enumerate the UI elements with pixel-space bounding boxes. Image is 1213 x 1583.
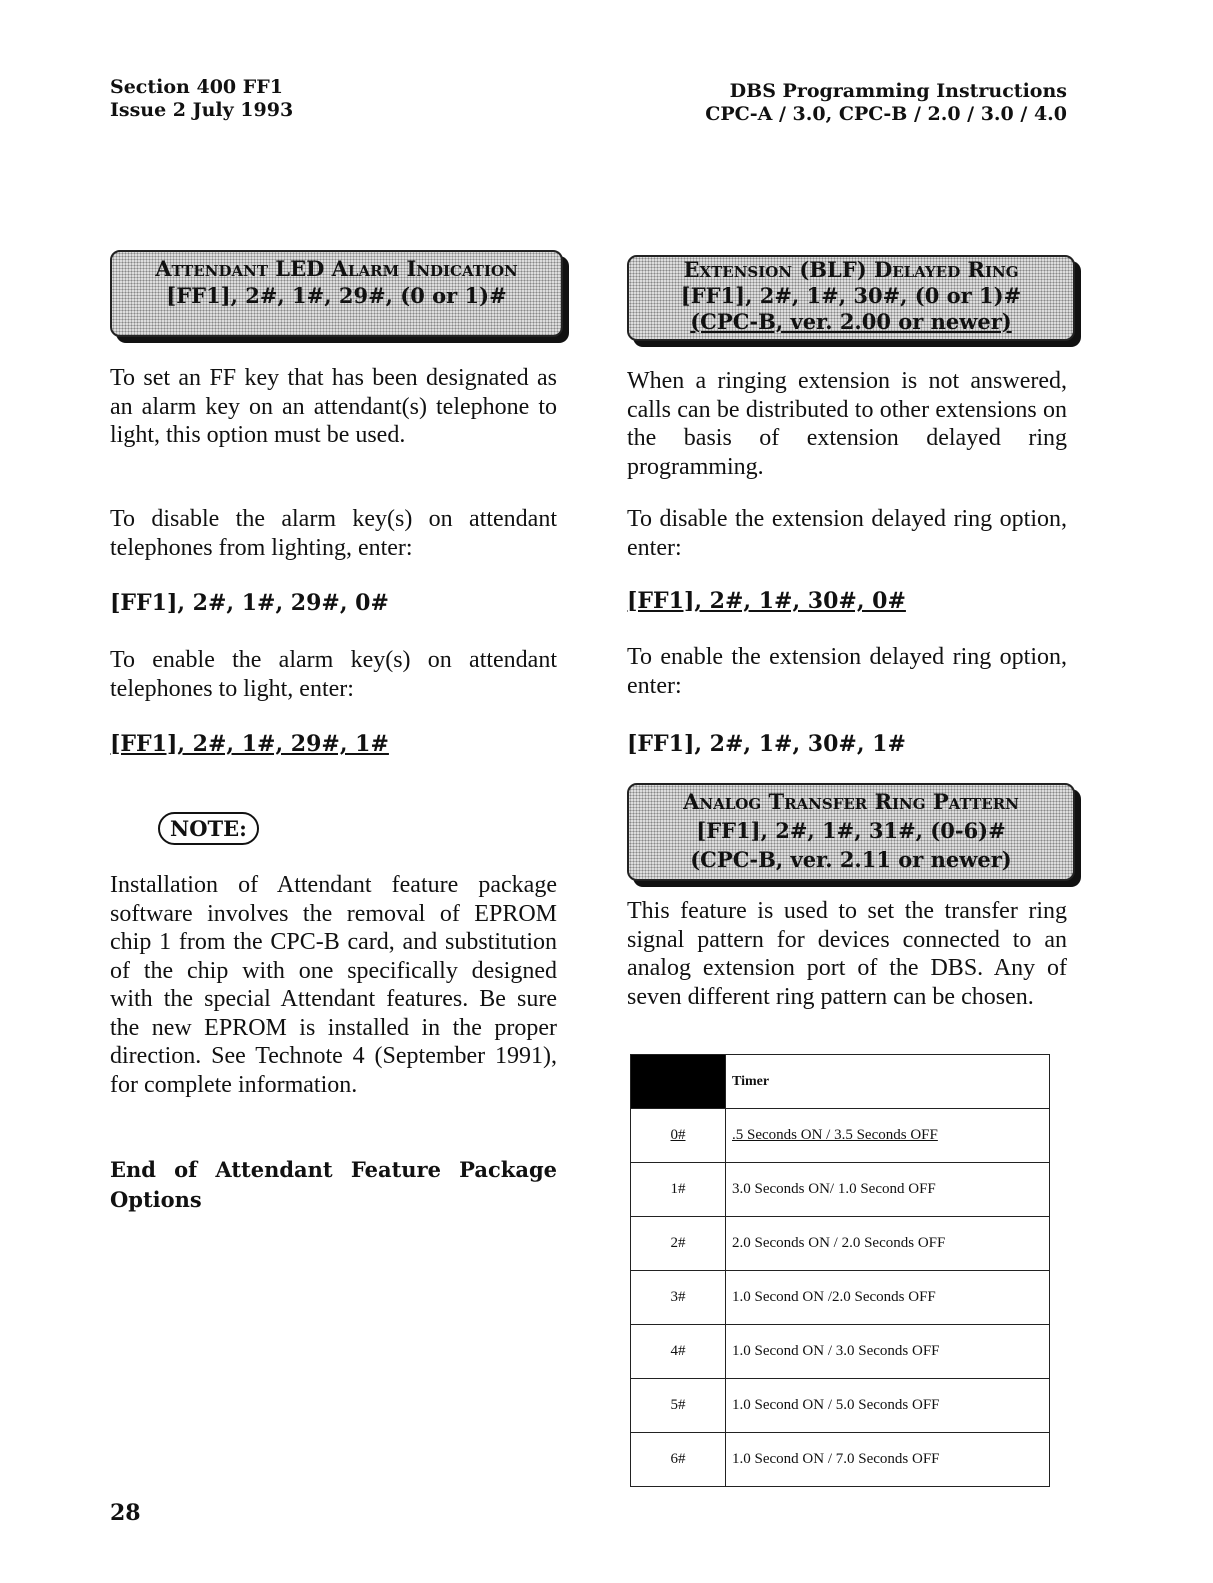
header-right xyxy=(705,80,1067,126)
note-badge: NOTE: xyxy=(158,812,259,845)
row-code: 2# xyxy=(631,1217,726,1271)
issue-label: Issue 2 July 1993 xyxy=(110,99,294,121)
alarm-enable-text: To enable the alarm key(s) on attendant telephones to light, enter: xyxy=(110,647,557,702)
table-row xyxy=(631,1271,1050,1325)
doc-title: DBS Programming Instructions xyxy=(729,80,1067,102)
delayed-ring-enable-command: [FF1], 2#, 1#, 30#, 1# xyxy=(627,731,906,757)
alarm-disable-command: [FF1], 2#, 1#, 29#, 0# xyxy=(110,590,389,616)
box-title: Analog Transfer Ring Pattern xyxy=(683,789,1019,814)
row-timer: 2.0 Seconds ON / 2.0 Seconds OFF xyxy=(726,1217,1050,1271)
box-title: Extension (BLF) Delayed Ring xyxy=(683,257,1019,282)
section-label: Section 400 FF1 xyxy=(110,76,283,98)
row-timer: 3.0 Seconds ON/ 1.0 Second OFF xyxy=(726,1163,1050,1217)
extension-delayed-ring-box xyxy=(627,255,1075,341)
delayed-ring-enable-text: To enable the extension delayed ring option, enter: xyxy=(627,644,1067,699)
alarm-intro-text: To set an FF key that has been designated as an alarm key on an attendant(s) telephone to light, this option must be used. xyxy=(110,365,557,448)
row-code: 1# xyxy=(631,1163,726,1217)
box-title: Attendant LED Alarm Indication xyxy=(155,256,518,281)
attendant-led-alarm-box xyxy=(110,250,563,337)
table-row xyxy=(631,1379,1050,1433)
box-code: [FF1], 2#, 1#, 30#, (0 or 1)# xyxy=(680,283,1022,308)
row-code: 3# xyxy=(631,1271,726,1325)
table-row xyxy=(631,1433,1050,1487)
box-version: (CPC-B, ver. 2.00 or newer) xyxy=(690,309,1012,334)
doc-versions: CPC-A / 3.0, CPC-B / 2.0 / 3.0 / 4.0 xyxy=(705,103,1067,125)
row-timer: 1.0 Second ON /2.0 Seconds OFF xyxy=(726,1271,1050,1325)
analog-transfer-ring-box xyxy=(627,783,1075,881)
transfer-ring-text: This feature is used to set the transfer ring signal pattern for devices connected to an analog extension port of the DBS. Any of seven different ring pattern can be chosen. xyxy=(627,898,1067,1010)
table-header-row xyxy=(631,1055,1050,1109)
alarm-enable-command: [FF1], 2#, 1#, 29#, 1# xyxy=(110,731,389,757)
row-timer: 1.0 Second ON / 5.0 Seconds OFF xyxy=(726,1379,1050,1433)
ring-pattern-table xyxy=(630,1054,1050,1487)
delayed-ring-intro-text: When a ringing extension is not answered, calls can be distributed to other extensions on the basis of extension delayed ring programming. xyxy=(627,368,1067,480)
row-code: 4# xyxy=(631,1325,726,1379)
header-left xyxy=(110,76,293,122)
table-row xyxy=(631,1163,1050,1217)
box-code: [FF1], 2#, 1#, 29#, (0 or 1)# xyxy=(166,283,507,308)
row-code: 5# xyxy=(631,1379,726,1433)
table-row xyxy=(631,1325,1050,1379)
box-code: [FF1], 2#, 1#, 31#, (0-6)# xyxy=(696,818,1006,843)
end-of-section-text: End of Attendant Feature Package Options xyxy=(110,1157,557,1212)
note-text: Installation of Attendant feature package software involves the removal of EPROM chip 1 from the CPC-B card, and substitution of the chip with one specifically designed with the special Attendant features. Be sure the new EPROM is installed in the proper direction. See Technote 4 (September 1991), for complete information. xyxy=(110,872,557,1098)
alarm-disable-text: To disable the alarm key(s) on attendant telephones from lighting, enter: xyxy=(110,506,557,561)
page-number: 28 xyxy=(110,1500,141,1526)
row-code: 6# xyxy=(631,1433,726,1487)
row-timer: 1.0 Second ON / 7.0 Seconds OFF xyxy=(726,1433,1050,1487)
delayed-ring-disable-command: [FF1], 2#, 1#, 30#, 0# xyxy=(627,588,906,614)
row-timer: .5 Seconds ON / 3.5 Seconds OFF xyxy=(726,1109,1050,1163)
table-row xyxy=(631,1109,1050,1163)
row-timer: 1.0 Second ON / 3.0 Seconds OFF xyxy=(726,1325,1050,1379)
table-row xyxy=(631,1217,1050,1271)
row-code: 0# xyxy=(631,1109,726,1163)
header-code xyxy=(631,1055,726,1109)
delayed-ring-disable-text: To disable the extension delayed ring option, enter: xyxy=(627,506,1067,561)
box-version: (CPC-B, ver. 2.11 or newer) xyxy=(690,847,1012,872)
header-timer: Timer xyxy=(726,1055,1050,1109)
